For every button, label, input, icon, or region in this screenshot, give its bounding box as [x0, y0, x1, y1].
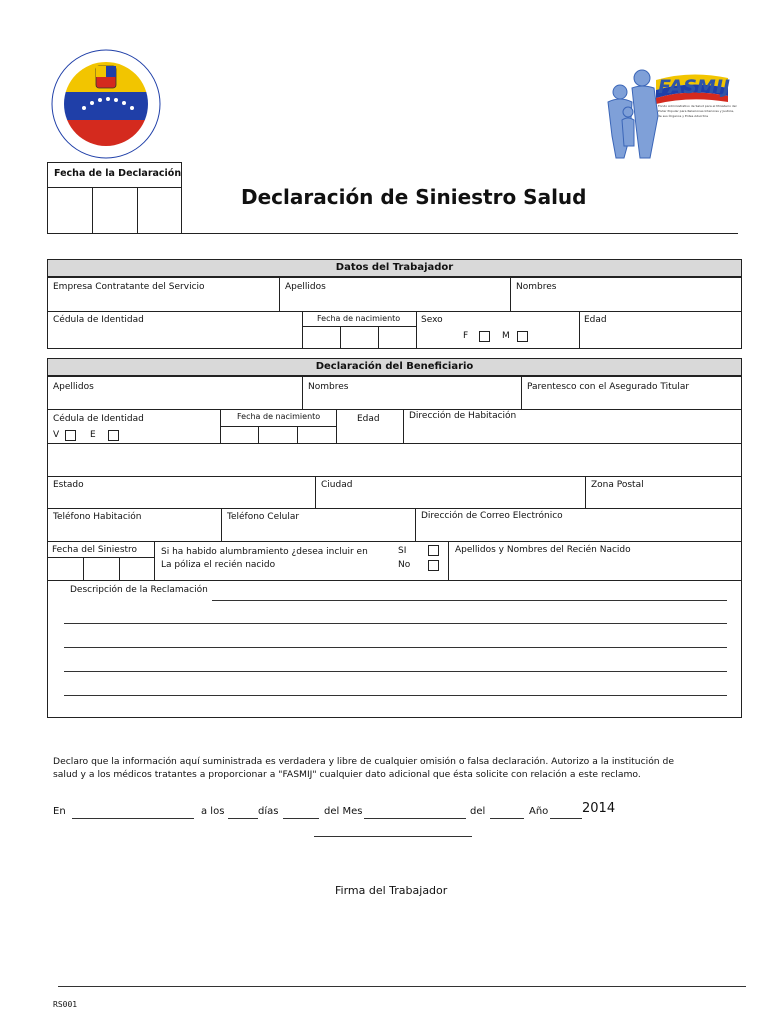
nombres-field[interactable] — [511, 294, 741, 310]
section-header-trabajador: Datos del Trabajador — [47, 259, 742, 277]
label-fecha-nacimiento: Fecha de nacimiento — [317, 314, 401, 323]
label-ben-edad: Edad — [357, 414, 380, 424]
fecha-declaracion-label: Fecha de la Declaración — [54, 168, 182, 179]
label-direccion: Dirección de Habitación — [409, 411, 517, 421]
cedula-e-checkbox[interactable] — [108, 430, 119, 441]
label-no: No — [398, 560, 411, 570]
fasmij-tagline: Fondo Administrativo de Salud para el Ministerio del Poder Popular para Relaciones Interiores y Justicia, de sus Órganos y Entes Adscritos — [658, 104, 737, 118]
label-ben-nombres: Nombres — [308, 382, 349, 392]
empresa-field[interactable] — [48, 294, 278, 310]
fasmij-name: FASMIJ — [658, 76, 730, 98]
label-sexo-m: M — [502, 331, 510, 341]
label-alumbramiento-2: La póliza el recién nacido — [161, 560, 276, 570]
label-empresa: Empresa Contratante del Servicio — [53, 282, 205, 292]
ministry-seal-logo — [50, 48, 162, 160]
descripcion-textarea[interactable] — [60, 584, 732, 712]
label-ano: Año — [529, 806, 549, 817]
fasmij-logo — [598, 66, 740, 162]
page-title: Declaración de Siniestro Salud — [241, 185, 587, 209]
label-sexo-f: F — [463, 331, 469, 341]
apellidos-field[interactable] — [280, 294, 509, 310]
del-field[interactable] — [490, 818, 524, 819]
cedula-v-checkbox[interactable] — [65, 430, 76, 441]
label-del-mes: del Mes — [324, 806, 363, 817]
label-si: SI — [398, 546, 407, 556]
a-los-field[interactable] — [228, 818, 258, 819]
section-header-beneficiario: Declaración del Beneficiario — [47, 358, 742, 376]
alumbramiento-no-checkbox[interactable] — [428, 560, 439, 571]
label-descripcion: Descripción de la Reclamación — [70, 585, 208, 595]
label-correo: Dirección de Correo Electrónico — [421, 511, 563, 521]
cedula-field[interactable] — [48, 328, 301, 348]
sexo-m-checkbox[interactable] — [517, 331, 528, 342]
label-tel-hab: Teléfono Habitación — [53, 512, 142, 522]
label-parentesco: Parentesco con el Asegurado Titular — [527, 382, 690, 392]
label-ben-cedula: Cédula de Identidad — [53, 414, 144, 424]
label-en: En — [53, 806, 66, 817]
label-sexo: Sexo — [421, 315, 443, 325]
declaracion-line-2: salud y a los médicos tratantes a proporcionar a "FASMIJ" cualquier dato adicional que ésta solicite con relación a este reclamo. — [53, 769, 641, 780]
label-tel-cel: Teléfono Celular — [227, 512, 300, 522]
ano-field[interactable] — [550, 818, 582, 819]
label-a-los: a los — [201, 806, 225, 817]
label-ced-v: V — [53, 430, 60, 440]
label-ced-e: E — [90, 430, 96, 440]
dias-field[interactable] — [283, 818, 319, 819]
fecha-declaracion-dia[interactable] — [48, 188, 91, 232]
label-dias: días — [258, 806, 279, 817]
fecha-declaracion-mes[interactable] — [93, 188, 136, 232]
declaracion-line-1: Declaro que la información aquí suministrada es verdadera y libre de cualquier omisión o falsa declaración. Autorizo a la institución de — [53, 756, 675, 767]
mes-field[interactable] — [364, 818, 466, 819]
direccion-continuation-field[interactable] — [48, 444, 741, 475]
label-fecha-siniestro: Fecha del Siniestro — [52, 545, 138, 555]
label-zona-postal: Zona Postal — [591, 480, 644, 490]
footer-divider — [58, 986, 746, 987]
label-recien-nacido: Apellidos y Nombres del Recién Nacido — [455, 545, 631, 555]
label-edad: Edad — [584, 315, 607, 325]
en-field[interactable] — [72, 818, 194, 819]
label-cedula: Cédula de Identidad — [53, 315, 144, 325]
label-ciudad: Ciudad — [321, 480, 353, 490]
label-ben-fecha-nac: Fecha de nacimiento — [237, 412, 321, 421]
footer-code: RS001 — [53, 1000, 78, 1009]
sexo-f-checkbox[interactable] — [479, 331, 490, 342]
label-estado: Estado — [53, 480, 84, 490]
alumbramiento-si-checkbox[interactable] — [428, 545, 439, 556]
signature-line[interactable] — [314, 836, 472, 837]
label-del: del — [470, 806, 486, 817]
label-apellidos: Apellidos — [285, 282, 326, 292]
firma-label: Firma del Trabajador — [335, 884, 448, 897]
label-nombres: Nombres — [516, 282, 557, 292]
year-value: 2014 — [582, 801, 616, 816]
fecha-declaracion-ano[interactable] — [138, 188, 181, 232]
label-ben-apellidos: Apellidos — [53, 382, 94, 392]
label-alumbramiento-1: Si ha habido alumbramiento ¿desea incluir en — [161, 547, 368, 557]
edad-field[interactable] — [580, 328, 741, 348]
